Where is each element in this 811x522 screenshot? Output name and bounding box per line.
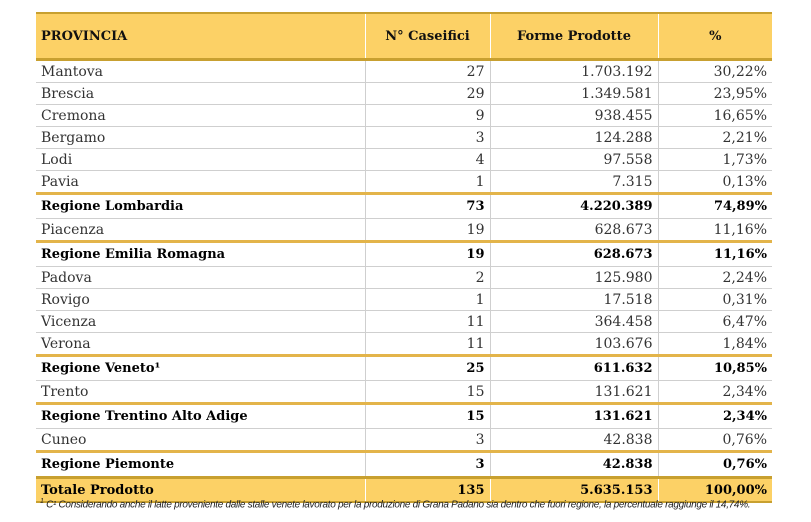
provincia-cell: Totale Prodotto [36,478,365,503]
table-row [36,429,772,452]
provincia-cell: Bergamo [36,127,365,149]
table-row [36,105,772,127]
provincia-cell: Lodi [36,149,365,171]
percent-cell: 10,85% [658,356,772,381]
provincia-cell: Regione Trentino Alto Adige [36,404,365,429]
caseifici-cell: 19 [365,219,490,242]
caseifici-cell: 3 [365,127,490,149]
percent-cell: 11,16% [658,219,772,242]
forme-cell: 4.220.389 [490,194,658,219]
caseifici-cell: 2 [365,267,490,289]
forme-cell: 7.315 [490,171,658,194]
caseifici-cell: 15 [365,381,490,404]
table-row [36,289,772,311]
region-subtotal-row [36,404,772,429]
table-row [36,311,772,333]
table-row [36,149,772,171]
caseifici-cell: 15 [365,404,490,429]
caseifici-cell: 3 [365,429,490,452]
caseifici-cell: 29 [365,83,490,105]
percent-cell: 16,65% [658,105,772,127]
forme-cell: 938.455 [490,105,658,127]
forme-cell: 97.558 [490,149,658,171]
forme-cell: 628.673 [490,242,658,267]
table-row [36,219,772,242]
provincia-cell: Mantova [36,60,365,83]
caseifici-cell: 1 [365,289,490,311]
header-provincia: PROVINCIA [36,13,365,60]
forme-cell: 131.621 [490,404,658,429]
provincia-cell: Cuneo [36,429,365,452]
table-row [36,60,772,83]
caseifici-cell: 1 [365,171,490,194]
provincia-cell: Pavia [36,171,365,194]
forme-cell: 628.673 [490,219,658,242]
forme-cell: 42.838 [490,452,658,478]
region-subtotal-row [36,356,772,381]
provincia-cell: Regione Piemonte [36,452,365,478]
percent-cell: 1,73% [658,149,772,171]
table-row [36,381,772,404]
region-subtotal-row [36,452,772,478]
percent-cell: 0,13% [658,171,772,194]
percent-cell: 2,24% [658,267,772,289]
forme-cell: 364.458 [490,311,658,333]
caseifici-cell: 135 [365,478,490,503]
provincia-cell: Padova [36,267,365,289]
caseifici-cell: 11 [365,333,490,356]
percent-cell: 2,34% [658,381,772,404]
provincia-cell: Regione Veneto¹ [36,356,365,381]
table-row [36,127,772,149]
percent-cell: 2,21% [658,127,772,149]
forme-cell: 5.635.153 [490,478,658,503]
percent-cell: 2,34% [658,404,772,429]
provincia-cell: Rovigo [36,289,365,311]
forme-cell: 125.980 [490,267,658,289]
caseifici-cell: 9 [365,105,490,127]
table-row [36,333,772,356]
region-subtotal-row [36,194,772,219]
percent-cell: 0,76% [658,452,772,478]
region-subtotal-row [36,242,772,267]
forme-cell: 1.703.192 [490,60,658,83]
table-row [36,171,772,194]
forme-cell: 124.288 [490,127,658,149]
table-header-row [36,13,772,60]
footnote [40,498,780,510]
provincia-cell: Trento [36,381,365,404]
footnote-text: C¹ Considerando anche il latte proveniente dalle stalle venete lavorato per la produzione di Grana Padano sia dentro che fuori regione, la percentuale raggiunge il 14,74%. [46,499,751,511]
caseifici-cell: 4 [365,149,490,171]
provincia-cell: Piacenza [36,219,365,242]
caseifici-cell: 3 [365,452,490,478]
percent-cell: 23,95% [658,83,772,105]
table-row [36,267,772,289]
production-table [36,12,772,503]
percent-cell: 30,22% [658,60,772,83]
header-caseifici: N° Caseifici [365,13,490,60]
header-forme-prodotte: Forme Prodotte [490,13,658,60]
provincia-cell: Cremona [36,105,365,127]
caseifici-cell: 19 [365,242,490,267]
provincia-cell: Brescia [36,83,365,105]
caseifici-cell: 73 [365,194,490,219]
production-table-container [36,12,772,503]
header-percent: % [658,13,772,60]
provincia-cell: Regione Lombardia [36,194,365,219]
forme-cell: 103.676 [490,333,658,356]
table-row [36,83,772,105]
percent-cell: 0,31% [658,289,772,311]
percent-cell: 100,00% [658,478,772,503]
caseifici-cell: 27 [365,60,490,83]
provincia-cell: Verona [36,333,365,356]
provincia-cell: Vicenza [36,311,365,333]
forme-cell: 42.838 [490,429,658,452]
forme-cell: 131.621 [490,381,658,404]
percent-cell: 6,47% [658,311,772,333]
percent-cell: 1,84% [658,333,772,356]
percent-cell: 74,89% [658,194,772,219]
forme-cell: 611.632 [490,356,658,381]
table-body [36,60,772,503]
footnote-mark: 1 [40,498,44,505]
caseifici-cell: 25 [365,356,490,381]
caseifici-cell: 11 [365,311,490,333]
percent-cell: 0,76% [658,429,772,452]
provincia-cell: Regione Emilia Romagna [36,242,365,267]
forme-cell: 17.518 [490,289,658,311]
percent-cell: 11,16% [658,242,772,267]
forme-cell: 1.349.581 [490,83,658,105]
